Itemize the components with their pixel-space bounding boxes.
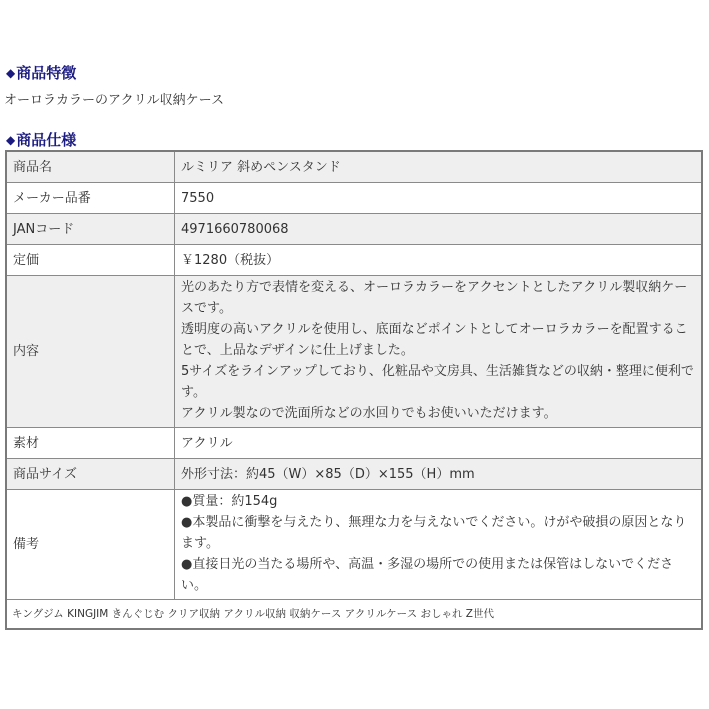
spec-label: 商品名: [6, 151, 175, 183]
spec-value: 7550: [175, 183, 703, 214]
keywords-text: キングジム KINGJIM きんぐじむ クリア収納 アクリル収納 収納ケース アクリルケース おしゃれ Z世代: [6, 600, 702, 630]
spec-value: ￥1280（税抜）: [175, 245, 703, 276]
spec-row-material: [6, 428, 702, 459]
spec-label: 備考: [6, 490, 175, 600]
spec-table: [5, 150, 703, 630]
spec-row-product-name: [6, 151, 702, 183]
contents-line: 5サイズをラインアップしており、化粧品や文房具、生活雑貨などの収納・整理に便利で: [181, 364, 694, 379]
spec-label: 定価: [6, 245, 175, 276]
features-heading: [6, 63, 76, 83]
spec-value: 4971660780068: [175, 214, 703, 245]
notes-line: ます。: [181, 536, 219, 551]
spec-label: メーカー品番: [6, 183, 175, 214]
spec-label: JANコード: [6, 214, 175, 245]
spec-row-keywords: [6, 600, 702, 630]
spec-value: [175, 276, 703, 428]
notes-line: ●本製品に衝撃を与えたり、無理な力を与えないでください。けがや破損の原因となり: [181, 515, 687, 530]
notes-line: ●質量：約154g: [181, 494, 278, 509]
spec-value: アクリル: [175, 428, 703, 459]
specs-heading-text: 商品仕様: [16, 131, 77, 149]
specs-heading: [6, 130, 76, 150]
spec-value: ルミリア 斜めペンスタンド: [175, 151, 703, 183]
notes-line: ●直接日光の当たる場所や、高温・多湿の場所での使用または保管はしないでくださ: [181, 557, 674, 572]
spec-row-jan-code: [6, 214, 702, 245]
contents-line: 透明度の高いアクリルを使用し、底面などポイントとしてオーロラカラーを配置するこ: [181, 322, 688, 337]
contents-line: スです。: [181, 301, 232, 316]
spec-row-price: [6, 245, 702, 276]
features-description: オーロラカラーのアクリル収納ケース: [4, 93, 224, 108]
features-heading-text: 商品特徴: [16, 64, 77, 82]
spec-label: 素材: [6, 428, 175, 459]
spec-row-maker-number: [6, 183, 702, 214]
contents-line: す。: [181, 385, 206, 400]
spec-label: 商品サイズ: [6, 459, 175, 490]
spec-row-notes: [6, 490, 702, 600]
contents-line: アクリル製なので洗面所などの水回りでもお使いいただけます。: [181, 406, 557, 421]
diamond-bullet-icon: ◆: [6, 66, 16, 80]
spec-label: 内容: [6, 276, 175, 428]
spec-value: [175, 490, 703, 600]
spec-value: 外形寸法：約45（W）×85（D）×155（H）mm: [175, 459, 703, 490]
contents-line: 光のあたり方で表情を変える、オーロラカラーをアクセントとしたアクリル製収納ケー: [181, 280, 688, 295]
contents-line: とで、上品なデザインに仕上げました。: [181, 343, 414, 358]
spec-row-size: [6, 459, 702, 490]
spec-row-contents: [6, 276, 702, 428]
notes-line: い。: [181, 578, 208, 593]
diamond-bullet-icon: ◆: [6, 133, 16, 147]
